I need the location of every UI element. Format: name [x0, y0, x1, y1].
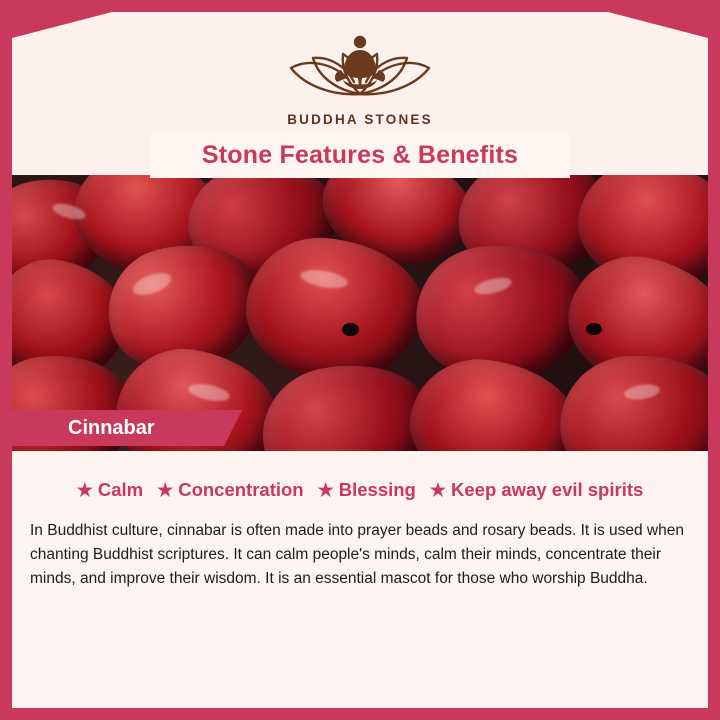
star-icon: ★ [76, 480, 93, 500]
stone-description: In Buddhist culture, cinnabar is often made into prayer beads and rosary beads. It is used when chanting Buddhist scriptures. It can calm people's minds, calm their minds, concentrate their minds, and improve their wisdom. It is an essential mascot for those who worship Buddha. [30, 522, 684, 588]
stone-name: Cinnabar [68, 416, 155, 439]
star-icon: ★ [317, 480, 334, 500]
benefit-item [430, 479, 643, 501]
page-title: Stone Features & Benefits [201, 140, 519, 169]
benefits-list [12, 479, 708, 501]
star-icon: ★ [429, 480, 446, 500]
benefit-item [77, 479, 143, 501]
lotus-meditation-icon [12, 28, 708, 106]
content-area [12, 12, 708, 708]
bead-hole [342, 323, 359, 336]
border-bottom [0, 708, 720, 720]
bead-hole [586, 323, 602, 335]
benefit-item [318, 479, 416, 501]
border-left [0, 0, 12, 720]
star-icon: ★ [157, 480, 174, 500]
brand-name: BUDDHA STONES [287, 112, 433, 127]
benefit-label: Keep away evil spirits [451, 479, 644, 500]
benefits-section [12, 451, 708, 708]
benefit-label: Blessing [338, 479, 416, 500]
benefit-label: Concentration [178, 479, 304, 500]
border-top [0, 0, 720, 12]
section-title-ribbon [150, 132, 570, 178]
brand-logo [12, 28, 708, 127]
stone-name-tag [12, 410, 224, 446]
benefit-label: Calm [97, 479, 144, 500]
border-right [708, 0, 720, 720]
benefit-item [157, 479, 304, 501]
